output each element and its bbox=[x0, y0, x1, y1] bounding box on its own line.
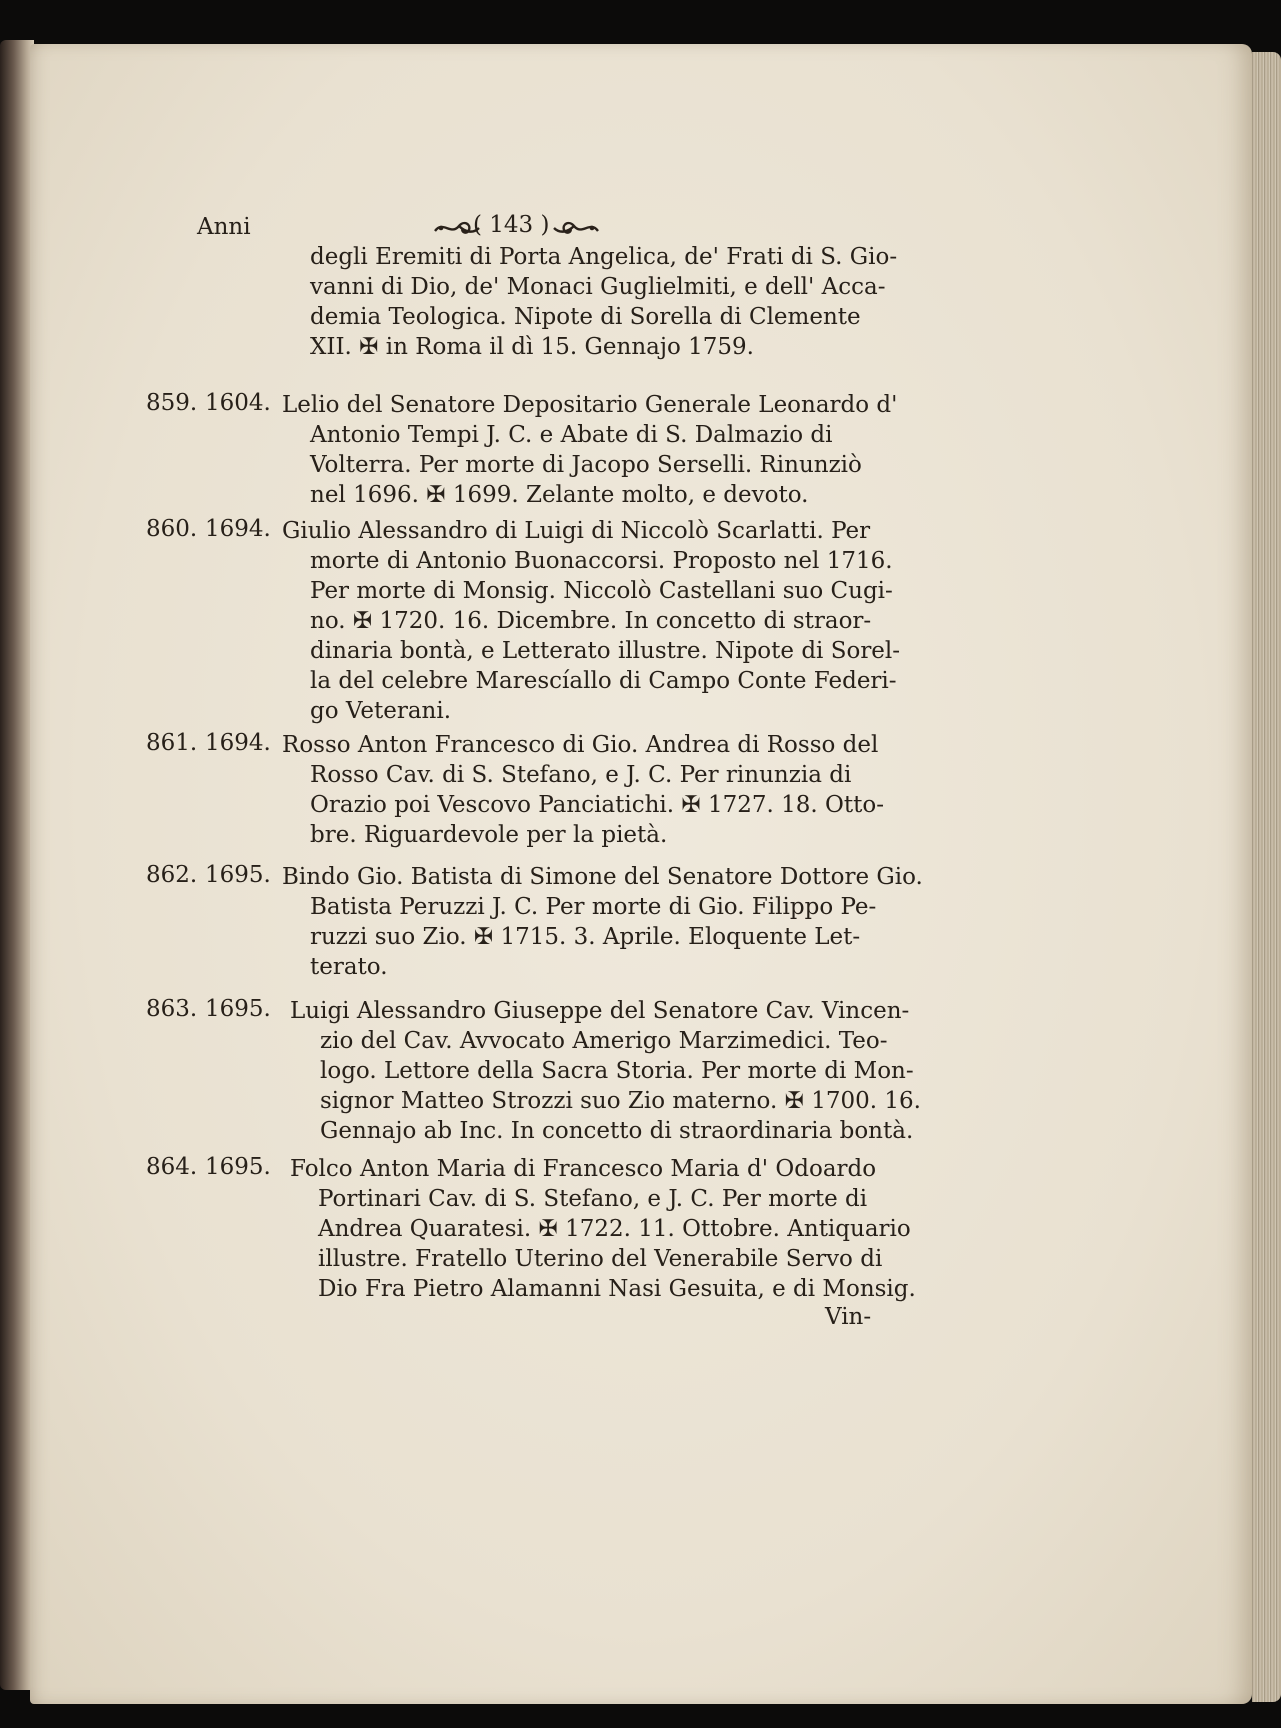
entry-line: logo. Lettore della Sacra Storia. Per morte di Mon- bbox=[320, 1058, 914, 1084]
entry-number: 860. bbox=[146, 516, 198, 542]
entry-line: Batista Peruzzi J. C. Per morte di Gio. Filippo Pe- bbox=[310, 894, 877, 920]
entry-line: Lelio del Senatore Depositario Generale Leonardo d' bbox=[282, 392, 898, 418]
page-number: ( 143 ) bbox=[473, 212, 550, 238]
left-page-edge bbox=[0, 40, 34, 1690]
continuation-line: degli Eremiti di Porta Angelica, de' Frati di S. Gio- bbox=[310, 244, 898, 270]
continuation-line: XII. ✠ in Roma il dì 15. Gennajo 1759. bbox=[310, 334, 754, 360]
entry-year: 1694. bbox=[205, 516, 271, 542]
entry-line: la del celebre Marescíallo di Campo Conte Federi- bbox=[310, 668, 897, 694]
entry-line: dinaria bontà, e Letterato illustre. Nipote di Sorel- bbox=[310, 638, 901, 664]
page-stack-edge bbox=[1252, 52, 1281, 1702]
entry-line: go Veterani. bbox=[310, 698, 452, 724]
entry-line: Per morte di Monsig. Niccolò Castellani suo Cugi- bbox=[310, 578, 893, 604]
entry-number: 861. bbox=[146, 730, 198, 756]
entry-year: 1604. bbox=[205, 390, 271, 416]
catchword: Vin- bbox=[825, 1304, 872, 1330]
entry-year: 1694. bbox=[205, 730, 271, 756]
entry-number: 859. bbox=[146, 390, 198, 416]
entry-number: 864. bbox=[146, 1154, 198, 1180]
entry-864 bbox=[290, 1154, 916, 1304]
entry-line: signor Matteo Strozzi suo Zio materno. ✠ 1700. 16. bbox=[320, 1088, 921, 1114]
entry-line: Rosso Anton Francesco di Gio. Andrea di Rosso del bbox=[282, 732, 879, 758]
entry-year: 1695. bbox=[205, 1154, 271, 1180]
entry-863 bbox=[290, 996, 921, 1146]
continuation-line: vanni di Dio, de' Monaci Guglielmiti, e dell' Acca- bbox=[310, 274, 886, 300]
entry-line: ruzzi suo Zio. ✠ 1715. 3. Aprile. Eloquente Let- bbox=[310, 924, 861, 950]
entry-859 bbox=[282, 390, 898, 510]
entry-number: 863. bbox=[146, 996, 198, 1022]
entry-line: nel 1696. ✠ 1699. Zelante molto, e devoto. bbox=[310, 482, 809, 508]
entry-line: Giulio Alessandro di Luigi di Niccolò Scarlatti. Per bbox=[282, 518, 871, 544]
entry-862 bbox=[282, 862, 923, 982]
running-head: Anni bbox=[197, 214, 251, 240]
entry-line: Rosso Cav. di S. Stefano, e J. C. Per rinunzia di bbox=[310, 762, 852, 788]
entry-line: Folco Anton Maria di Francesco Maria d' Odoardo bbox=[290, 1156, 877, 1182]
entry-number: 862. bbox=[146, 862, 198, 888]
entry-line: terato. bbox=[310, 954, 388, 980]
entry-line: morte di Antonio Buonaccorsi. Proposto nel 1716. bbox=[310, 548, 893, 574]
entry-line: Andrea Quaratesi. ✠ 1722. 11. Ottobre. Antiquario bbox=[318, 1216, 911, 1242]
entry-line: Portinari Cav. di S. Stefano, e J. C. Per morte di bbox=[318, 1186, 868, 1212]
entry-line: Antonio Tempi J. C. e Abate di S. Dalmazio di bbox=[310, 422, 833, 448]
entry-year: 1695. bbox=[205, 862, 271, 888]
entry-line: Orazio poi Vescovo Panciatichi. ✠ 1727. 18. Otto- bbox=[310, 792, 885, 818]
entry-line: Bindo Gio. Batista di Simone del Senatore Dottore Gio. bbox=[282, 864, 923, 890]
entry-line: Luigi Alessandro Giuseppe del Senatore Cav. Vincen- bbox=[290, 998, 910, 1024]
continuation-paragraph bbox=[310, 242, 900, 362]
entry-861 bbox=[282, 730, 885, 850]
entry-line: Volterra. Per morte di Jacopo Serselli. Rinunziò bbox=[310, 452, 862, 478]
entry-860 bbox=[282, 516, 901, 726]
entry-line: illustre. Fratello Uterino del Venerabile Servo di bbox=[318, 1246, 883, 1272]
entry-line: zio del Cav. Avvocato Amerigo Marzimedici. Teo- bbox=[320, 1028, 888, 1054]
entry-line: no. ✠ 1720. 16. Dicembre. In concetto di straor- bbox=[310, 608, 872, 634]
entry-year: 1695. bbox=[205, 996, 271, 1022]
continuation-line: demia Teologica. Nipote di Sorella di Clemente bbox=[310, 304, 861, 330]
entry-line: bre. Riguardevole per la pietà. bbox=[310, 822, 668, 848]
ornament-right-icon bbox=[552, 216, 600, 238]
entry-line: Dio Fra Pietro Alamanni Nasi Gesuita, e di Monsig. bbox=[318, 1276, 916, 1302]
entry-line: Gennajo ab Inc. In concetto di straordinaria bontà. bbox=[320, 1118, 914, 1144]
